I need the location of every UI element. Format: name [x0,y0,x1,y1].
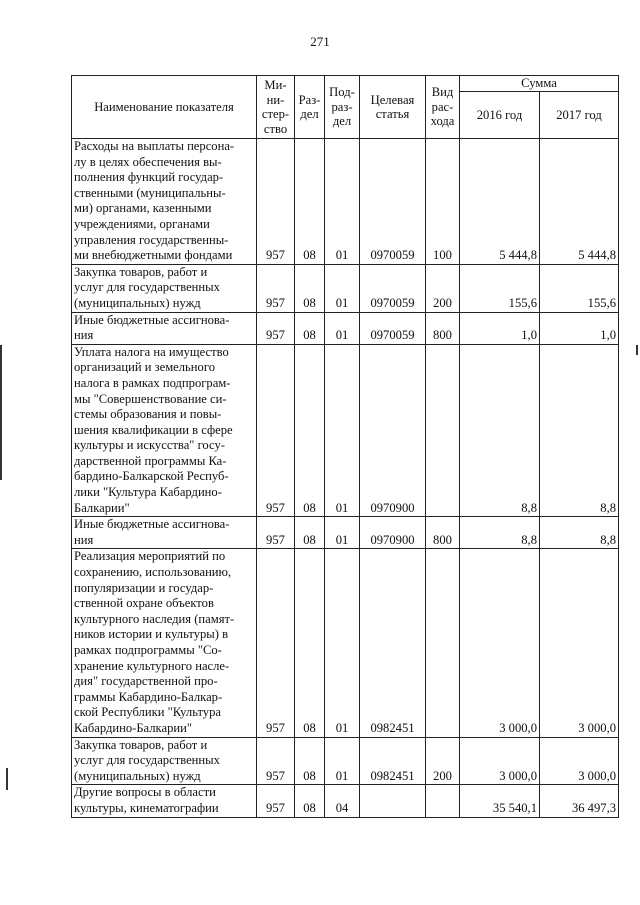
header-name: Наименование показателя [72,76,257,139]
row-section: 08 [295,517,325,549]
row-ministry: 957 [257,517,295,549]
row-name: Реализация мероприятий по сохранению, использованию, популяризации и государ- ственной охране объектов культурного наследия (памят- ников истории и культуры) в рамках подпрограммы "Со- хранение культурного насле- дия" государственной про- граммы Кабардино-Балкар- ской Республики "Культура Кабардино-Балкарии" [72,549,257,737]
row-amount-2017: 3 000,0 [540,737,619,785]
row-section: 08 [295,344,325,517]
row-amount-2017: 5 444,8 [540,139,619,265]
row-ministry: 957 [257,312,295,344]
row-amount-2016: 3 000,0 [460,737,540,785]
row-amount-2017: 8,8 [540,344,619,517]
row-amount-2016: 8,8 [460,517,540,549]
page-number: 271 [310,34,330,49]
row-expense-type: 800 [426,517,460,549]
row-name: Другие вопросы в области культуры, кинематографии [72,785,257,817]
row-expense-type: 800 [426,312,460,344]
budget-table [71,75,619,818]
left-edge-mark [0,345,2,480]
row-amount-2016: 35 540,1 [460,785,540,817]
table-row [72,549,619,737]
row-section: 08 [295,737,325,785]
row-amount-2016: 5 444,8 [460,139,540,265]
row-amount-2017: 36 497,3 [540,785,619,817]
row-name: Уплата налога на имущество организаций и земельного налога в рамках подпрограм- мы "Совершенствование си- стемы образования и повы- шения квалификации в сфере культуры и искусства" госу- дарственной программы Ка- бардино-Балкарской Респуб- лики "Культура Кабардино- Балкарии" [72,344,257,517]
row-section: 08 [295,785,325,817]
row-subsection: 01 [325,737,360,785]
row-subsection: 01 [325,344,360,517]
left-edge-mark-small [6,768,8,790]
row-target: 0970059 [360,264,426,312]
table-row [72,517,619,549]
row-subsection: 01 [325,264,360,312]
header-year-2017: 2017 год [540,92,619,139]
row-section: 08 [295,312,325,344]
row-amount-2016: 1,0 [460,312,540,344]
row-target: 0970900 [360,517,426,549]
header-target: Целевая статья [360,76,426,139]
row-section: 08 [295,549,325,737]
row-amount-2016: 155,6 [460,264,540,312]
row-target: 0982451 [360,737,426,785]
row-section: 08 [295,139,325,265]
row-expense-type: 100 [426,139,460,265]
row-subsection: 01 [325,312,360,344]
row-ministry: 957 [257,737,295,785]
table-row [72,312,619,344]
row-section: 08 [295,264,325,312]
row-ministry: 957 [257,264,295,312]
row-expense-type [426,549,460,737]
header-ministry: Ми- ни- стер- ство [257,76,295,139]
row-expense-type [426,344,460,517]
row-expense-type: 200 [426,737,460,785]
table-row [72,785,619,817]
row-ministry: 957 [257,549,295,737]
header-section: Раз- дел [295,76,325,139]
row-expense-type: 200 [426,264,460,312]
row-ministry: 957 [257,344,295,517]
row-target: 0970059 [360,312,426,344]
table-row [72,264,619,312]
header-expense-type: Вид рас- хода [426,76,460,139]
table-body [72,139,619,818]
row-amount-2016: 3 000,0 [460,549,540,737]
row-name: Закупка товаров, работ и услуг для государственных (муниципальных) нужд [72,264,257,312]
row-subsection: 01 [325,139,360,265]
row-subsection: 04 [325,785,360,817]
header-subsection: Под- раз- дел [325,76,360,139]
row-name: Иные бюджетные ассигнова- ния [72,312,257,344]
header-sum: Сумма [460,76,619,92]
row-subsection: 01 [325,517,360,549]
row-name: Иные бюджетные ассигнова- ния [72,517,257,549]
row-amount-2017: 3 000,0 [540,549,619,737]
table-row [72,344,619,517]
table-row [72,737,619,785]
table-row [72,139,619,265]
row-expense-type [426,785,460,817]
right-edge-mark [636,345,638,355]
row-ministry: 957 [257,139,295,265]
row-name: Закупка товаров, работ и услуг для государственных (муниципальных) нужд [72,737,257,785]
row-target: 0970900 [360,344,426,517]
row-name: Расходы на выплаты персона- лу в целях обеспечения вы- полнения функций государ- ственными (муниципальны- ми) органами, казенными учреждениями, органами управления государственны- ми внебюджетными фондами [72,139,257,265]
row-amount-2017: 8,8 [540,517,619,549]
row-ministry: 957 [257,785,295,817]
row-amount-2017: 1,0 [540,312,619,344]
row-target: 0970059 [360,139,426,265]
row-target: 0982451 [360,549,426,737]
header-year-2016: 2016 год [460,92,540,139]
row-target [360,785,426,817]
table-header [72,76,619,139]
row-amount-2016: 8,8 [460,344,540,517]
row-amount-2017: 155,6 [540,264,619,312]
row-subsection: 01 [325,549,360,737]
